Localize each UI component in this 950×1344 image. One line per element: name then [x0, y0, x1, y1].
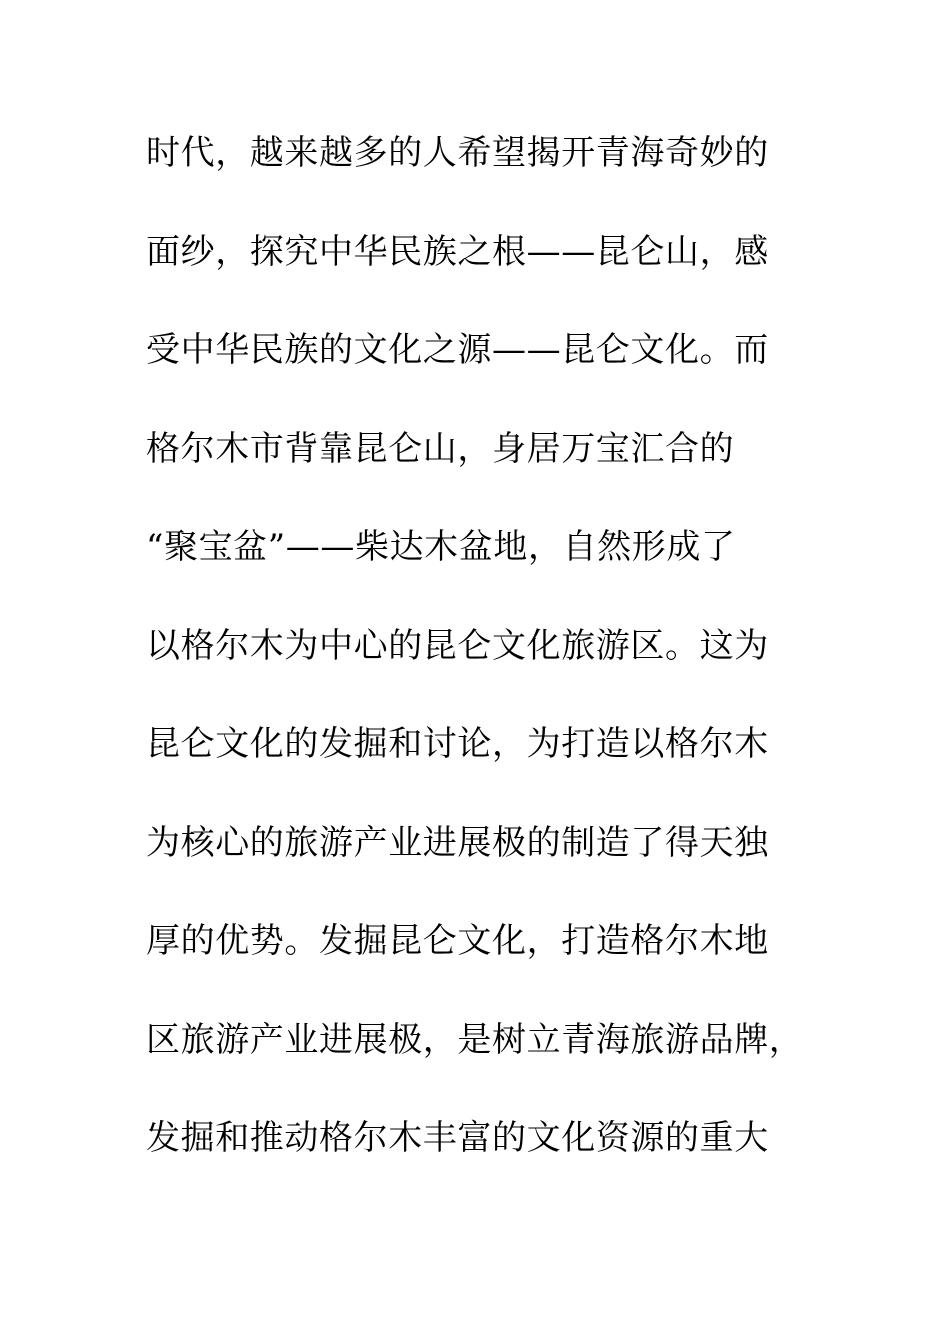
text-line: 厚的优势。发掘昆仑文化，打造格尔木地: [146, 921, 769, 961]
text-line: 区旅游产业进展极，是树立青海旅游品牌，: [146, 1019, 804, 1060]
text-line: 受中华民族的文化之源——昆仑文化。而: [146, 330, 769, 370]
text-line: 以格尔木为中心的昆仑文化旅游区。这为: [146, 625, 769, 666]
text-line: 发掘和推动格尔木丰富的文化资源的重大: [146, 1118, 769, 1158]
text-line: 时代，越来越多的人希望揭开青海奇妙的: [146, 133, 769, 173]
text-line: “聚宝盆”——柴达木盆地，自然形成了: [146, 527, 736, 567]
text-line: 面纱，探究中华民族之根——昆仑山，感: [146, 231, 769, 272]
text-line: 昆仑文化的发掘和讨论，为打造以格尔木: [146, 724, 769, 764]
body-paragraph: [146, 122, 826, 1206]
text-line: 为核心的旅游产业进展极的制造了得天独: [146, 822, 769, 863]
text-line: 格尔木市背靠昆仑山，身居万宝汇合的: [146, 428, 735, 469]
